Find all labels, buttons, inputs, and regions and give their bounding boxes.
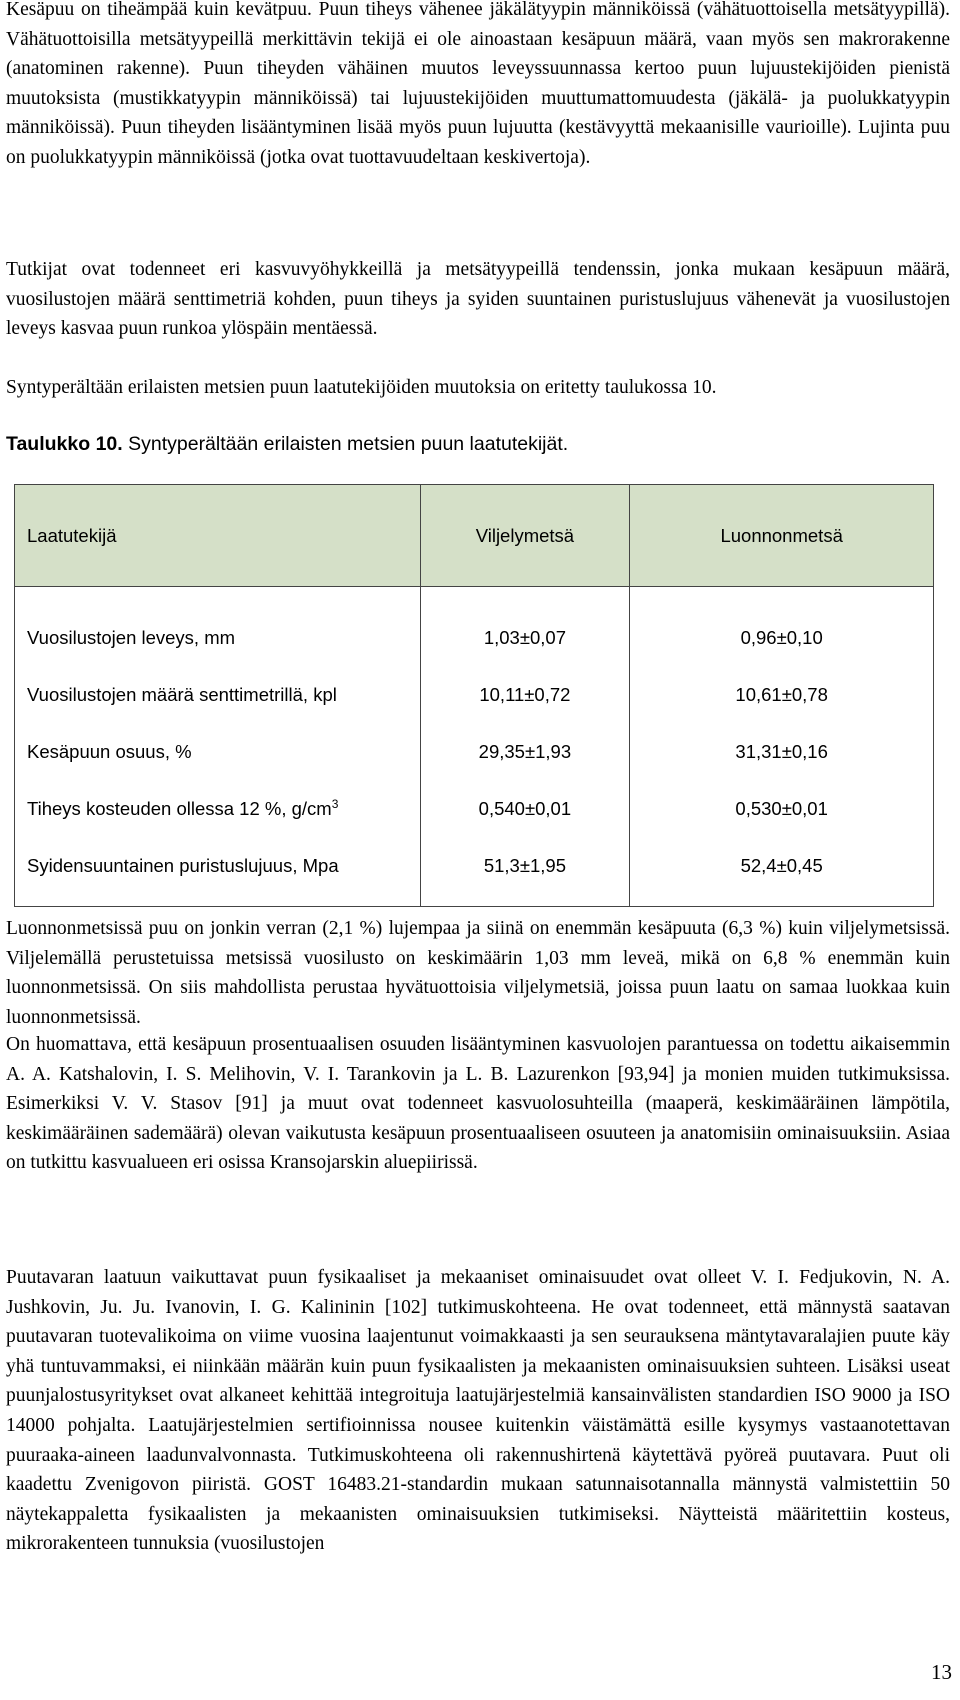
table-row [15, 666, 934, 723]
cultivated-value: 0,540±0,01 [420, 780, 630, 837]
paragraph-table-reference: Syntyperältään erilaisten metsien puun laatutekijöiden muutoksia on eritetty taulukossa 10. [6, 377, 717, 398]
table-caption [6, 430, 950, 458]
header-natural-forest: Luonnonmetsä [630, 485, 934, 587]
row-label: Tiheys kosteuden ollessa 12 %, $g/cm^3$ [15, 780, 421, 837]
natural-value: 10,61±0,78 [630, 666, 934, 723]
header-quality-factor: Laatutekijä [15, 485, 421, 587]
table-caption-label: Taulukko 10. [6, 433, 123, 455]
natural-value: 0,530±0,01 [630, 780, 934, 837]
paragraph-wood-density: Kesäpuu on tiheämpää kuin kevätpuu. Puun tiheys vähenee jäkälätyypin männiköissä (vähätuottoisella metsätyypillä). Vähätuottoisilla metsätyypeillä merkittävin tekijä ei ole ainoastaan kesäpuun määrä, vaan myös sen makrorakenne (anatominen rakenne). Puun tiheyden vähäinen muutos leveyssuunnassa kertoo puun lujuustekijöiden pienistä muutoksista (mustikkatyypin männiköissä) tai lujuustekijöiden muuttumattomuudesta (jäkälä- ja puolukkatyypin männiköissä). Puun tiheyden lisääntyminen lisää myös puun lujuutta (kestävyyttä mekaanisille vaurioille). Lujinta puu on puolukkatyypin männiköissä (jotka ovat tuottavuudeltaan keskivertoja). [6, 0, 950, 168]
table-row [15, 587, 934, 667]
table-row [15, 837, 934, 907]
row-label: Vuosilustojen leveys, mm [15, 587, 421, 667]
table-row [15, 723, 934, 780]
cultivated-value: 10,11±0,72 [420, 666, 630, 723]
paragraph-researchers-tendency: Tutkijat ovat todenneet eri kasvuvyöhykkeillä ja metsätyypeillä tendenssin, jonka mukaan kesäpuun määrä, vuosilustojen määrä senttimetriä kohden, puun tiheys ja syiden suuntainen puristuslujuus vähenevät ja vuosilustojen leveys kasvaa puun runkoa ylöspäin mentäessä. [6, 259, 950, 340]
natural-value: 0,96±0,10 [630, 587, 934, 667]
cultivated-value: 29,35±1,93 [420, 723, 630, 780]
natural-value: 52,4±0,45 [630, 837, 934, 907]
cultivated-value: 1,03±0,07 [420, 587, 630, 667]
row-label: Syidensuuntainen puristuslujuus, Mpa [15, 837, 421, 907]
row-label: Kesäpuun osuus, % [15, 723, 421, 780]
quality-factors-table [14, 484, 934, 907]
paragraph-natural-vs-cultivated: Luonnonmetsissä puu on jonkin verran (2,1 %) lujempaa ja siinä on enemmän kesäpuuta (6,3 %) kuin viljelymetsissä. Viljelemällä perustetuissa metsissä vuosilusto on keskimäärin 1,03 mm leveä, mikä on 6,8 % enemmän kuin luonnonmetsissä. On siis mahdollista perustaa hyvätuottoisia viljelymetsiä, joissa puun laatu on samaa luokkaa kuin luonnonmetsissä. [6, 918, 950, 1028]
paragraph-latewood-studies: On huomattava, että kesäpuun prosentuaalisen osuuden lisääntyminen kasvuolojen parantuessa on todettu aikaisemmin A. A. Katshalovin, I. S. Melihovin, V. I. Tarankovin ja L. B. Lazurenkon [93,94] ja monien muiden tutkimuksissa. Esimerkiksi V. V. Stasov [91] ja muut ovat todenneet kasvuolosuhteilla (maaperä, keskimääräinen lämpötila, keskimääräinen sademäärä) olevan vaikutusta kesäpuun prosentuaaliseen osuuteen ja anatomisiin ominaisuuksiin. Asiaa on tutkittu kasvualueen eri osissa Kransojarskin aluepiirissä. [6, 1034, 950, 1174]
table-caption-text: Syntyperältään erilaisten metsien puun laatutekijät. [122, 433, 569, 455]
page-number: 13 [931, 1660, 952, 1684]
table-row [15, 780, 934, 837]
cultivated-value: 51,3±1,95 [420, 837, 630, 907]
paragraph-timber-quality: Puutavaran laatuun vaikuttavat puun fysikaaliset ja mekaaniset ominaisuudet ovat olleet V. I. Fedjukovin, N. A. Jushkovin, Ju. Ju. Ivanovin, I. G. Kalininin [102] tutkimuskohteena. He ovat todenneet, että männystä saatavan puutavaran tuotevalikoima on viime vuosina laajentunut voimakkaasti ja sen seurauksena mäntytavaralajien puute käy yhä tuntuvammaksi, ei niinkään määrän kuin puun fysikaalisten ja mekaanisten ominaisuuksien suhteen. Lisäksi useat puunjalostusyritykset ovat alkaneet kehittää integroituja laatujärjestelmiä kansainvälisten standardien ISO 9000 ja ISO 14000 pohjalta. Laatujärjestelmien sertifioinnissa nousee kuitenkin väistämättä esille kysymys vastaanotettavan puuraaka-aineen laadunvalvonnasta. Tutkimuskohteena oli rakennushirtenä käytettävä pyöreä puutavara. Puut oli kaadettu Zvenigovon piiristä. GOST 16483.21-standardin mukaan satunnaisotannalla männystä valmistettiin 50 näytekappaletta fysikaalisten ja mekaanisten ominaisuuksien tutkimiseksi. Näytteistä määritettiin kosteus, mikrorakenteen tunnuksia (vuosilustojen [6, 1267, 950, 1555]
natural-value: 31,31±0,16 [630, 723, 934, 780]
table-header-row [15, 485, 934, 587]
superscript: 3 [331, 796, 339, 811]
row-label: Vuosilustojen määrä senttimetrillä, kpl [15, 666, 421, 723]
header-cultivated-forest: Viljelymetsä [420, 485, 630, 587]
